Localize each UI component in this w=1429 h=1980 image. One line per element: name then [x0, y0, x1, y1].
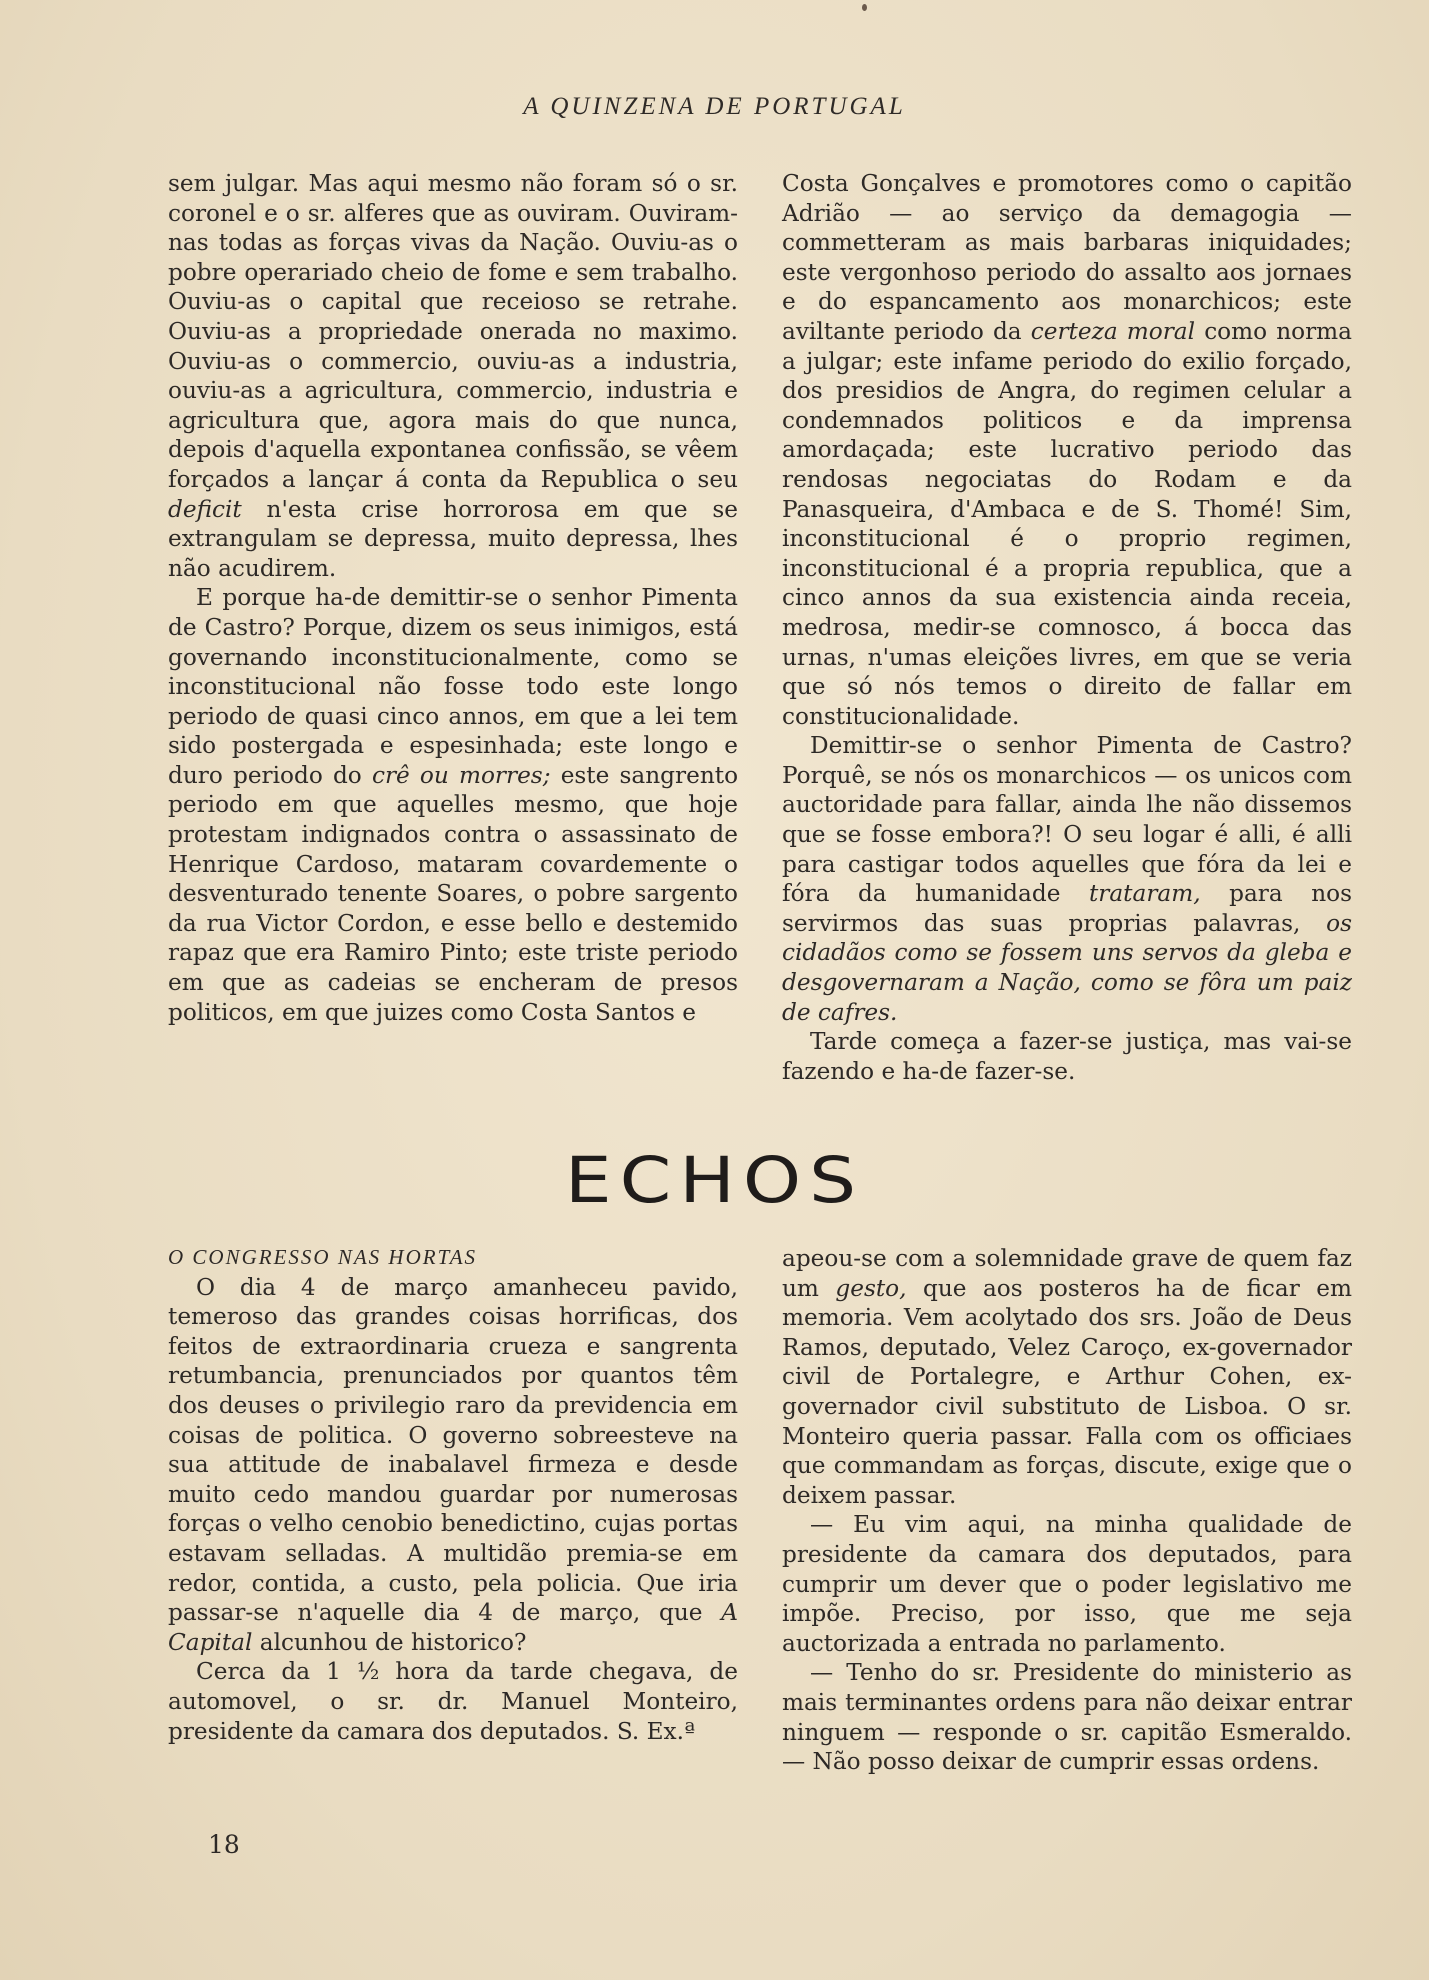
paragraph: Costa Gonçalves e promotores como o capitão Adrião — ao serviço da demagogia — commetteram as mais barbaras iniquidades; este vergonhoso periodo do assalto aos jornaes e do espancamento aos monarchicos; este aviltante periodo da certeza moral como norma a julgar; este infame periodo do exilio forçado, dos presidios de Angra, do regimen celular a condemnados politicos e da imprensa amordaçada; este lucrativo periodo das rendosas negociatas do Rodam e da Panasqueira, d'Ambaca e de S. Thomé! Sim, inconstitucional é o proprio regimen, inconstitucional é a propria republica, que a cinco annos da sua existencia ainda receia, medrosa, medir-se comnosco, á bocca das urnas, n'umas eleições livres, em que se veria que só nós temos o direito de fallar em constitucionalidade. [782, 170, 1352, 730]
page-number: 18 [208, 1830, 240, 1859]
paragraph: — Eu vim aqui, na minha qualidade de presidente da camara dos deputados, para cumprir um dever que o poder legislativo me impõe. Preciso, por isso, que me seja auctorizada a entrada no parlamento. [782, 1511, 1352, 1657]
section-title: ECHOS [564, 1144, 865, 1218]
paragraph: O dia 4 de março amanheceu pavido, temeroso das grandes coisas horrificas, dos feitos de extraordinaria crueza e sangrenta retumbancia, prenunciados por quantos têm dos deuses o privilegio raro da previdencia em coisas de politica. O governo sobreesteve na sua attitude de inabalavel firmeza e desde muito cedo mandou guardar por numerosas forças o velho cenobio benedictino, cujas portas estavam selladas. A multidão premia-se em redor, contida, a custo, pela policia. Que iria passar-se n'aquelle dia 4 de março, que A Capital alcunhou de historico? [168, 1273, 738, 1656]
paragraph: Cerca da 1 ½ hora da tarde chegava, de automovel, o sr. dr. Manuel Monteiro, presidente da camara dos deputados. S. Ex.ª [168, 1658, 738, 1745]
paragraph: Demittir-se o senhor Pimenta de Castro? Porquê, se nós os monarchicos — os unicos com auctoridade para fallar, ainda lhe não dissemos que se fosse embora?! O seu logar é alli, é alli para castigar todos aquelles que fóra da lei e fóra da humanidade trataram, para nos servirmos das suas proprias palavras, os cidadãos como se fossem uns servos da gleba e desgovernaram a Nação, como se fôra um paiz de cafres. [782, 732, 1353, 1026]
paragraph: E porque ha-de demittir-se o senhor Pimenta de Castro? Porque, dizem os seus inimigos, está governando inconstitucionalmente, como se inconstitucional não fosse todo este longo periodo de quasi cinco annos, em que a lei tem sido postergada e espesinhada; este longo e duro periodo do crê ou morres; este sangrento periodo em que aquelles mesmo, que hoje protestam indignados contra o assassinato de Henrique Cardoso, mataram covardemente o desventurado tenente Soares, o pobre sargento da rua Victor Cordon, e esse bello e destemido rapaz que era Ramiro Pinto; este triste periodo em que as cadeias se encheram de presos politicos, em que juizes como Costa Santos e [168, 584, 739, 1026]
paragraph: — Tenho do sr. Presidente do ministerio as mais terminantes ordens para não deixar entrar ninguem — responde o sr. capitão Esmeraldo. — Não posso deixar de cumprir essas ordens. [782, 1659, 1352, 1776]
paragraph: apeou-se com a solemnidade grave de quem faz um gesto, que aos posteros ha de ficar em memoria. Vem acolytado dos srs. João de Deus Ramos, deputado, Velez Caroço, ex-governador civil de Portalegre, e Arthur Cohen, ex-governador civil substituto de Lisboa. O sr. Monteiro queria passar. Falla com os officiaes que commandam as forças, discute, exige que o deixem passar. [782, 1245, 1352, 1509]
ink-speck [862, 4, 867, 11]
echos-column-left [168, 1243, 738, 1746]
article-column-left [168, 169, 738, 1027]
echos-column-right [782, 1244, 1352, 1777]
article-column-right [782, 169, 1352, 1086]
paragraph: Tarde começa a fazer-se justiça, mas vai-se fazendo e ha-de fazer-se. [782, 1028, 1352, 1085]
paragraph: sem julgar. Mas aqui mesmo não foram só o sr. coronel e o sr. alferes que as ouviram. Ouviram-nas todas as forças vivas da Nação. Ouviu-as o pobre operariado cheio de fome e sem trabalho. Ouviu-as o capital que receioso se retrahe. Ouviu-as a propriedade onerada no maximo. Ouviu-as o commercio, ouviu-as a industria, ouviu-as a agricultura, commercio, industria e agricultura que, agora mais do que nunca, depois d'aquella expontanea confissão, se vêem forçados a lançar á conta da Republica o seu deficit n'esta crise horrorosa em que se extrangulam se depressa, muito depressa, lhes não acudirem. [168, 170, 739, 582]
running-header: A QUINZENA DE PORTUGAL [523, 93, 906, 120]
subsection-title: O CONGRESSO NAS HORTAS [168, 1245, 478, 1269]
